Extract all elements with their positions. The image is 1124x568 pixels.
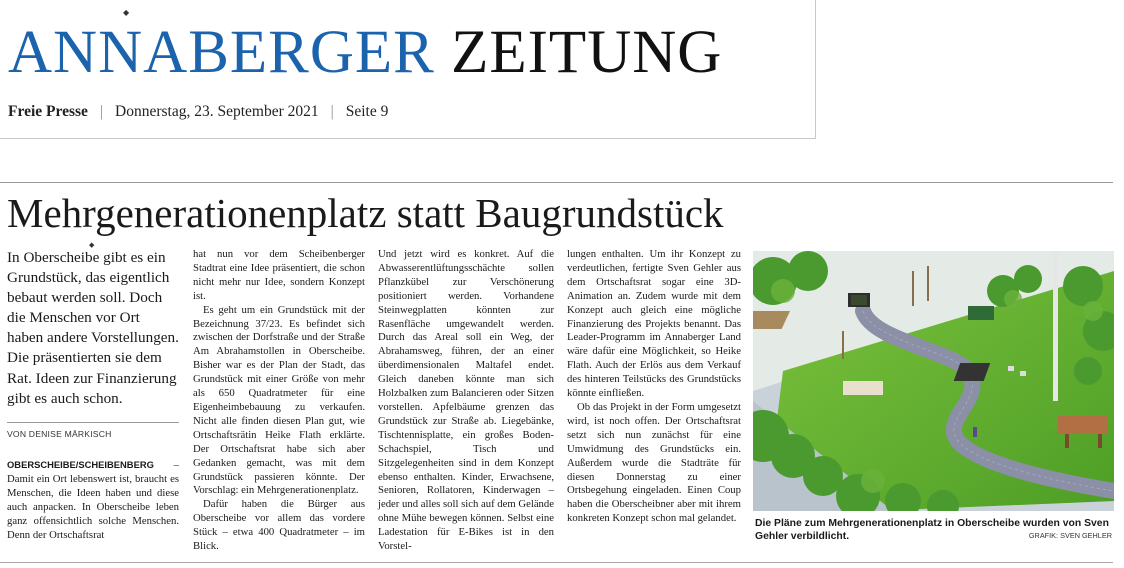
- masthead: [0, 0, 816, 139]
- article-author: VON DENISE MÄRKISCH: [7, 429, 112, 439]
- marker-dot: ◆: [123, 8, 130, 17]
- paragraph: Dafür haben die Bürger aus Oberscheibe vor allem das vordere Stück – etwa 400 Quadratmeter – im Blick.: [193, 498, 365, 553]
- issue-info: [8, 103, 388, 121]
- newspaper-title: [8, 19, 723, 86]
- paragraph-text: – Damit ein Ort lebenswert ist, braucht es Menschen, die Ideen haben und diese auch anpacken. In Oberscheibe leben ganz offensichtlich solche Menschen. Denn der Ortschaftsrat: [7, 459, 179, 541]
- page-number: Seite 9: [345, 103, 389, 120]
- paragraph: hat nun vor dem Scheibenberger Stadtrat eine Idee präsentiert, die schon nicht mehr nur Idee, sondern Konzept ist.: [193, 248, 365, 302]
- marker-dot: ◆: [89, 241, 95, 249]
- article-dateline: OBERSCHEIBE/SCHEIBENBERG: [7, 459, 154, 470]
- photo-caption: Die Pläne zum Mehrgenerationenplatz in Oberscheibe wurden von Sven Gehler verbildlicht.: [755, 518, 1109, 542]
- text-column-4: [567, 248, 741, 526]
- bottom-rule: [0, 562, 1113, 563]
- publication-name: Freie Presse: [8, 103, 88, 120]
- top-rule: [0, 182, 1113, 183]
- article-headline: Mehrgenerationenplatz statt Baugrundstück: [7, 190, 724, 236]
- photo-credit: GRAFIK: SVEN GEHLER: [1028, 531, 1112, 540]
- concept-illustration: [753, 251, 1114, 511]
- separator: |: [330, 103, 334, 120]
- paragraph: Und jetzt wird es konkret. Auf die Abwasserentlüftungsschächte sollen Pflanzkübel zur Verschönerung positioniert werden. Vorhandene Steinwegplatten könnten zur Rasenfläche umgewandelt werden. Durch das Areal soll ein Weg, der Abrahamsweg, führen, der an einer überdimensionalen Maltafel endet. Gleich daneben könnte man sich Holzbalken zum Balancieren oder Sitzen vorstellen. Apfelbäume grenzen das Grundstück zur Straße ab. Liegebänke, Tischtennisplatte, ein großes Boden-Schachspiel, Tisch und Sitzgelegenheiten sind in dem Konzept ebenso enthalten. Kinder, Erwachsene, Senioren, Rollatoren, Kinderwagen – jeder und alles soll sich auf dem Gelände ohne Mühe bewegen können. Selbst eine Ladestation für E-Bikes ist in den Vorstel-: [378, 248, 554, 553]
- title-part-annaberger: ANNABERGER: [8, 19, 435, 86]
- paragraph: [7, 458, 179, 542]
- issue-date: Donnerstag, 23. September 2021: [115, 103, 319, 120]
- article-lead: In Oberscheibe gibt es ein Grundstück, das eigentlich bebaut werden soll. Doch die Menschen vor Ort haben andere Vorstellungen. Die präsentierten sie dem Rat. Ideen zur Finanzierung gibt es auch schon.: [7, 249, 179, 407]
- paragraph: lungen enthalten. Um ihr Konzept zu verdeutlichen, fertigte Sven Gehler aus dem Ortschaftsrat sogar eine 3D-Animation an. Zudem wurde mit dem Konzept auch gleich eine mögliche Finanzierung des Projekts benannt. Das Leader-Programm im Annaberger Land wäre dafür eine Möglichkeit, so Heike Flath. Auch der Erlös aus dem Verkauf des hinteren Teilstücks des Grundstücks könnte einfließen.: [567, 248, 741, 400]
- text-column-2: [193, 248, 365, 554]
- paragraph: Ob das Projekt in der Form umgesetzt wird, ist noch offen. Der Ortschaftsrat setzt sich nun zunächst für eine Umwidmung des Grundstücks ein. Außerdem wurde die Stadträte für diesen Donnerstag zu einer Ortsbegehung eingeladen. Einen Coup haben die Oberscheibner aber mit ihrem konkreten Konzept schon mal gelandet.: [567, 400, 741, 525]
- paragraph: Es geht um ein Grundstück mit der Bezeichnung 37/23. Es befindet sich zwischen der Dorfstraße und der Straße Am Abrahamstollen in Oberscheibe. Bisher war es der Plan der Stadt, das Grundstück mit einer Größe von mehr als 650 Quadratmeter für eine Eigenheimbebauung zu verkaufen. Nicht alle finden diesen Plan gut, wie Ortschaftsrätin Heike Flath erklärte. Der Ortschaftsrat habe sich aber Gedanken gemacht, was mit dem Grundstück passieren könnte. Der Vorschlag: ein Mehrgenerationenplatz.: [193, 303, 365, 497]
- author-rule: [7, 422, 179, 423]
- text-column-3: [378, 248, 554, 554]
- separator: |: [99, 103, 104, 120]
- playground-rendering: [753, 251, 1114, 511]
- text-column-1: [7, 458, 179, 542]
- title-part-zeitung: ZEITUNG: [451, 19, 723, 86]
